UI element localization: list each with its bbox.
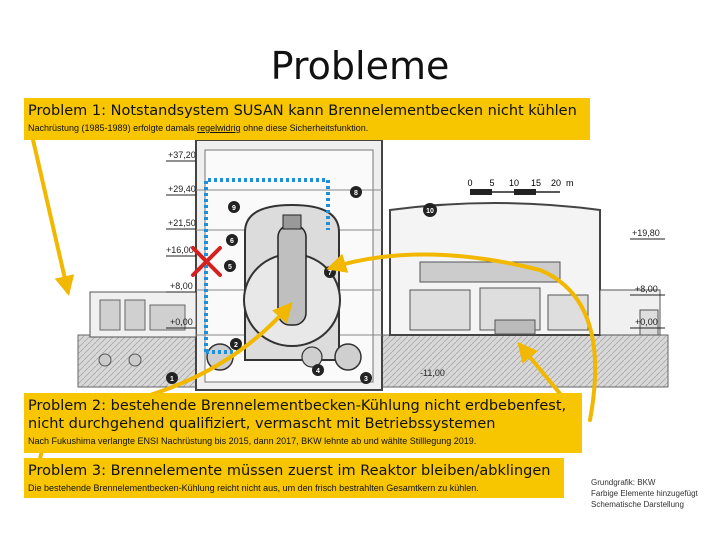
elevation-minus-11-00: -11,00 [420,368,445,378]
problem-1-detail-before: Nachrüstung (1985-1989) erfolgte damals [28,123,198,133]
elevation-37-20: +37,20 [168,150,196,160]
scale-tick-20: 20 [550,178,562,188]
problem-1-detail [28,122,586,134]
problem-1-detail-underlined: regelwidrig [197,123,241,133]
problem-2-heading-line2: nicht durchgehend qualifiziert, vermascht mit Betriebssystemen [28,416,496,432]
credit-base-graphic: Grundgrafik: BKW [591,478,656,487]
problem-2-detail: Nach Fukushima verlangte ENSI Nachrüstung bis 2015, dann 2017, BKW lehnte ab und wählte Stilllegung 2019. [28,436,477,446]
marker-4: 4 [316,368,320,375]
credits [591,477,698,510]
scale-unit: m [566,178,574,188]
slide-title: Probleme [270,44,450,88]
problem-1-box [24,98,590,140]
marker-8: 8 [354,190,358,197]
problem-2-box [24,393,582,453]
marker-3: 3 [364,376,368,383]
problem-3-detail: Die bestehende Brennelementbecken-Kühlung reicht nicht aus, um den frisch bestrahlten Gesamtkern zu kühlen. [28,483,479,493]
arrow-problem1 [28,118,68,292]
scale-tick-10: 10 [508,178,520,188]
scale-bar [467,178,573,195]
elevation-right-0-00: +0,00 [635,317,658,327]
elevation-8-00: +8,00 [170,281,193,291]
problem-2-heading-line1: Problem 2: bestehende Brennelementbecken-Kühlung nicht erdbebenfest, [28,398,567,414]
marker-10: 10 [426,208,434,215]
pump-right [335,344,361,370]
marker-7: 7 [328,270,332,277]
problem-1-detail-after: ohne diese Sicherheitsfunktion. [240,123,369,133]
credit-schematic: Schematische Darstellung [591,500,684,509]
marker-5: 5 [228,264,232,271]
reactor-vessel [278,225,306,325]
scale-tick-5: 5 [489,178,495,188]
elevation-right-19-80: +19,80 [632,228,660,238]
marker-1: 1 [170,376,174,383]
elevation-right-8-00: +8,00 [635,284,658,294]
marker-9: 9 [232,205,236,212]
scale-tick-0: 0 [467,178,473,188]
turbine-hall [390,203,660,335]
marker-2: 2 [234,342,238,349]
problem-1-heading: Problem 1: Notstandsystem SUSAN kann Brennelementbecken nicht kühlen [28,103,577,119]
credit-colored-elements: Farbige Elemente hinzugefügt [591,489,698,498]
scale-tick-15: 15 [530,178,542,188]
marker-6: 6 [230,238,234,245]
elevation-29-40: +29,40 [168,184,196,194]
elevation-16-00: +16,00 [166,245,194,255]
problem-3-heading: Problem 3: Brennelemente müssen zuerst im Reaktor bleiben/abklingen [28,463,551,479]
problem-3-box [24,458,564,498]
elevation-0-00: +0,00 [170,317,193,327]
elevation-21-50: +21,50 [168,218,196,228]
